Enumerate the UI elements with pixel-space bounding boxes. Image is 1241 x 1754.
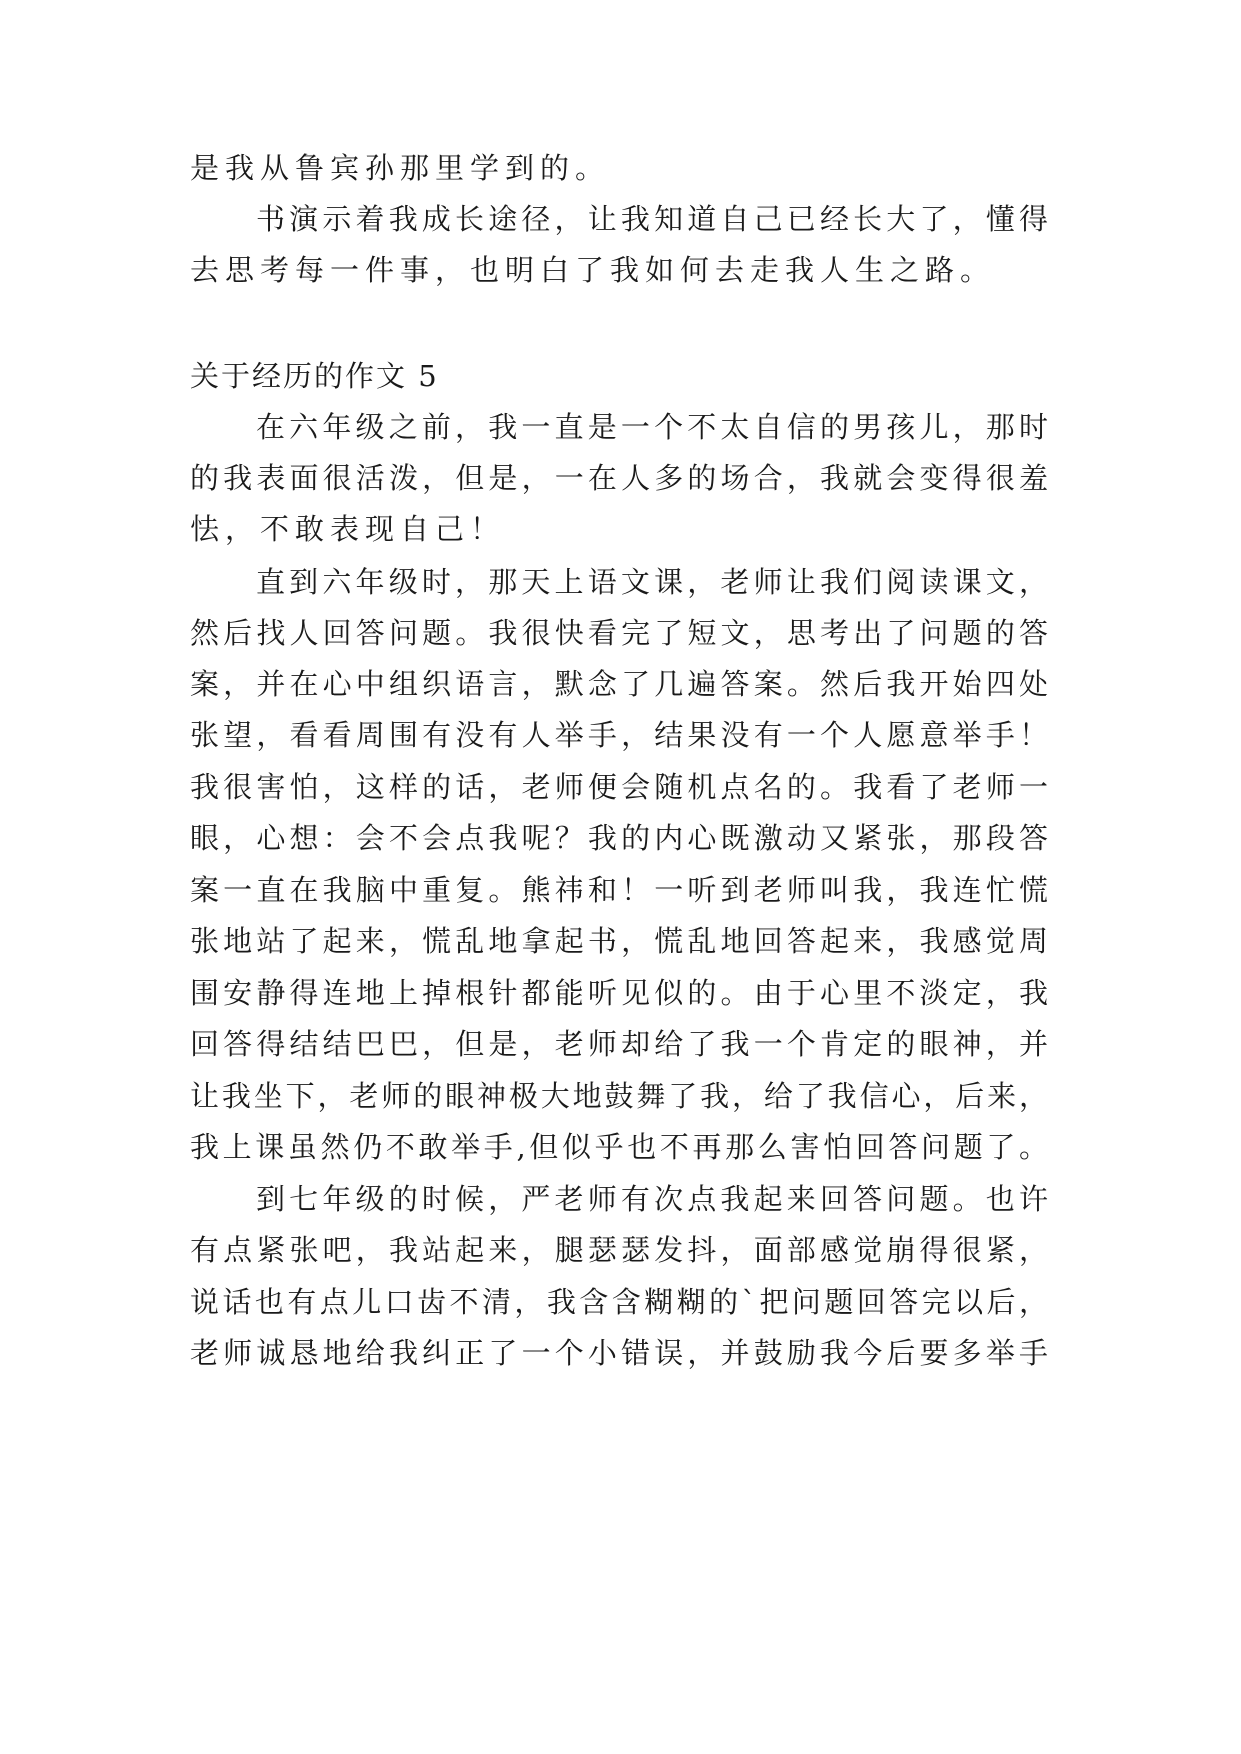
text-line: 我上课虽然仍不敢举手,但似乎也不再那么害怕回答问题了。 [190,1130,1048,1164]
text-line: 然后找人回答问题。我很快看完了短文，思考出了问题的答 [190,616,1048,650]
text-line: 直到六年级时，那天上语文课，老师让我们阅读课文， [256,565,1048,599]
text-line: 在六年级之前，我一直是一个不太自信的男孩儿，那时 [256,410,1048,444]
text-line: 我很害怕，这样的话，老师便会随机点名的。我看了老师一 [190,770,1048,804]
text-line: 去思考每一件事，也明白了我如何去走我人生之路。 [190,253,996,287]
text-line: 张望，看看周围有没有人举手，结果没有一个人愿意举手！ [190,718,1048,752]
text-line: 有点紧张吧，我站起来，腿瑟瑟发抖，面部感觉崩得很紧， [190,1233,1048,1267]
section-heading: 关于经历的作文 5 [190,359,439,393]
text-line: 围安静得连地上掉根针都能听见似的。由于心里不淡定，我 [190,976,1048,1010]
text-line: 书演示着我成长途径，让我知道自己已经长大了，懂得 [256,202,1048,236]
text-line: 回答得结结巴巴，但是，老师却给了我一个肯定的眼神，并 [190,1027,1048,1061]
text-line: 张地站了起来，慌乱地拿起书，慌乱地回答起来，我感觉周 [190,924,1048,958]
text-line: 说话也有点儿口齿不清，我含含糊糊的`把问题回答完以后， [190,1285,1048,1319]
text-line: 眼，心想：会不会点我呢？我的内心既激动又紧张，那段答 [190,821,1048,855]
text-line: 到七年级的时候，严老师有次点我起来回答问题。也许 [256,1182,1048,1216]
text-line: 的我表面很活泼，但是，一在人多的场合，我就会变得很羞 [190,461,1048,495]
text-line: 是我从鲁宾孙那里学到的。 [190,151,611,185]
text-line: 老师诚恳地给我纠正了一个小错误，并鼓励我今后要多举手 [190,1336,1048,1370]
text-line: 案一直在我脑中重复。熊祎和！一听到老师叫我，我连忙慌 [190,873,1048,907]
text-line: 案，并在心中组织语言，默念了几遍答案。然后我开始四处 [190,667,1048,701]
text-line: 让我坐下，老师的眼神极大地鼓舞了我，给了我信心，后来， [190,1079,1048,1113]
text-line: 怯，不敢表现自己！ [190,512,506,546]
